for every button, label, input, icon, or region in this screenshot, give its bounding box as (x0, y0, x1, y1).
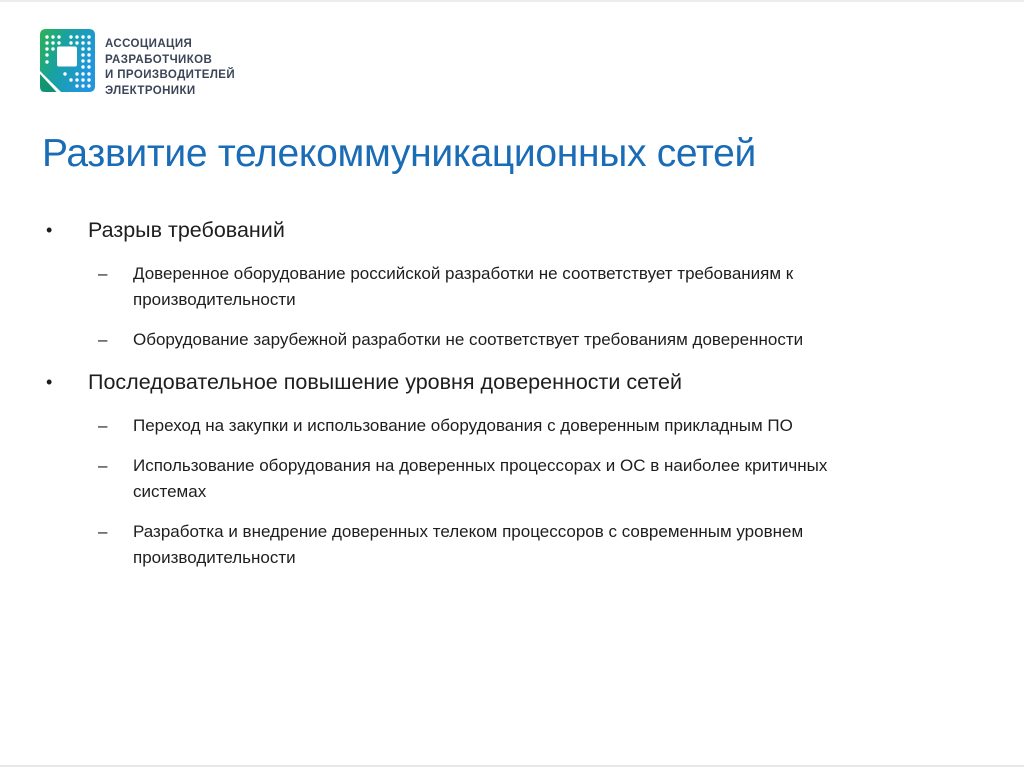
list-item-level2 (0, 413, 1024, 439)
chip-logo-icon (40, 29, 95, 92)
bullet-marker: • (46, 220, 53, 240)
dash-marker: – (98, 330, 108, 349)
bullet-list (0, 211, 1024, 585)
list-item-level1 (0, 215, 1024, 245)
logo-text-line: ЭЛЕКТРОНИКИ (105, 84, 196, 97)
logo-text-line: РАЗРАБОТЧИКОВ (105, 53, 213, 66)
logo (40, 29, 235, 99)
list-item-text: Последовательное повышение уровня доверенности сетей (88, 370, 682, 394)
list-item-text: Разрыв требований (88, 218, 285, 242)
dash-marker: – (98, 264, 108, 283)
list-item-level2 (0, 327, 1024, 353)
logo-text (105, 29, 235, 99)
list-item-level2 (0, 453, 1024, 505)
dash-marker: – (98, 416, 108, 435)
dash-marker: – (98, 456, 108, 475)
bullet-marker: • (46, 372, 53, 392)
list-item-text: Разработка и внедрение доверенных телеком процессоров с современным уровнем производительности (133, 522, 804, 567)
list-item-level1 (0, 367, 1024, 397)
logo-text-line: И ПРОИЗВОДИТЕЛЕЙ (105, 69, 236, 81)
list-item-text: Доверенное оборудование российской разработки не соответствует требованиям к производительности (133, 264, 794, 309)
list-item-text: Оборудование зарубежной разработки не соответствует требованиям доверенности (133, 330, 804, 349)
page-title: Развитие телекоммуникационных сетей (42, 132, 757, 175)
list-item-text: Использование оборудования на доверенных процессорах и ОС в наиболее критичных системах (133, 456, 828, 501)
list-item-level2 (0, 261, 1024, 313)
list-item-text: Переход на закупки и использование оборудования с доверенным прикладным ПО (133, 416, 793, 435)
list-item-level2 (0, 519, 1024, 571)
dash-marker: – (98, 522, 108, 541)
logo-text-line: АССОЦИАЦИЯ (105, 38, 193, 50)
